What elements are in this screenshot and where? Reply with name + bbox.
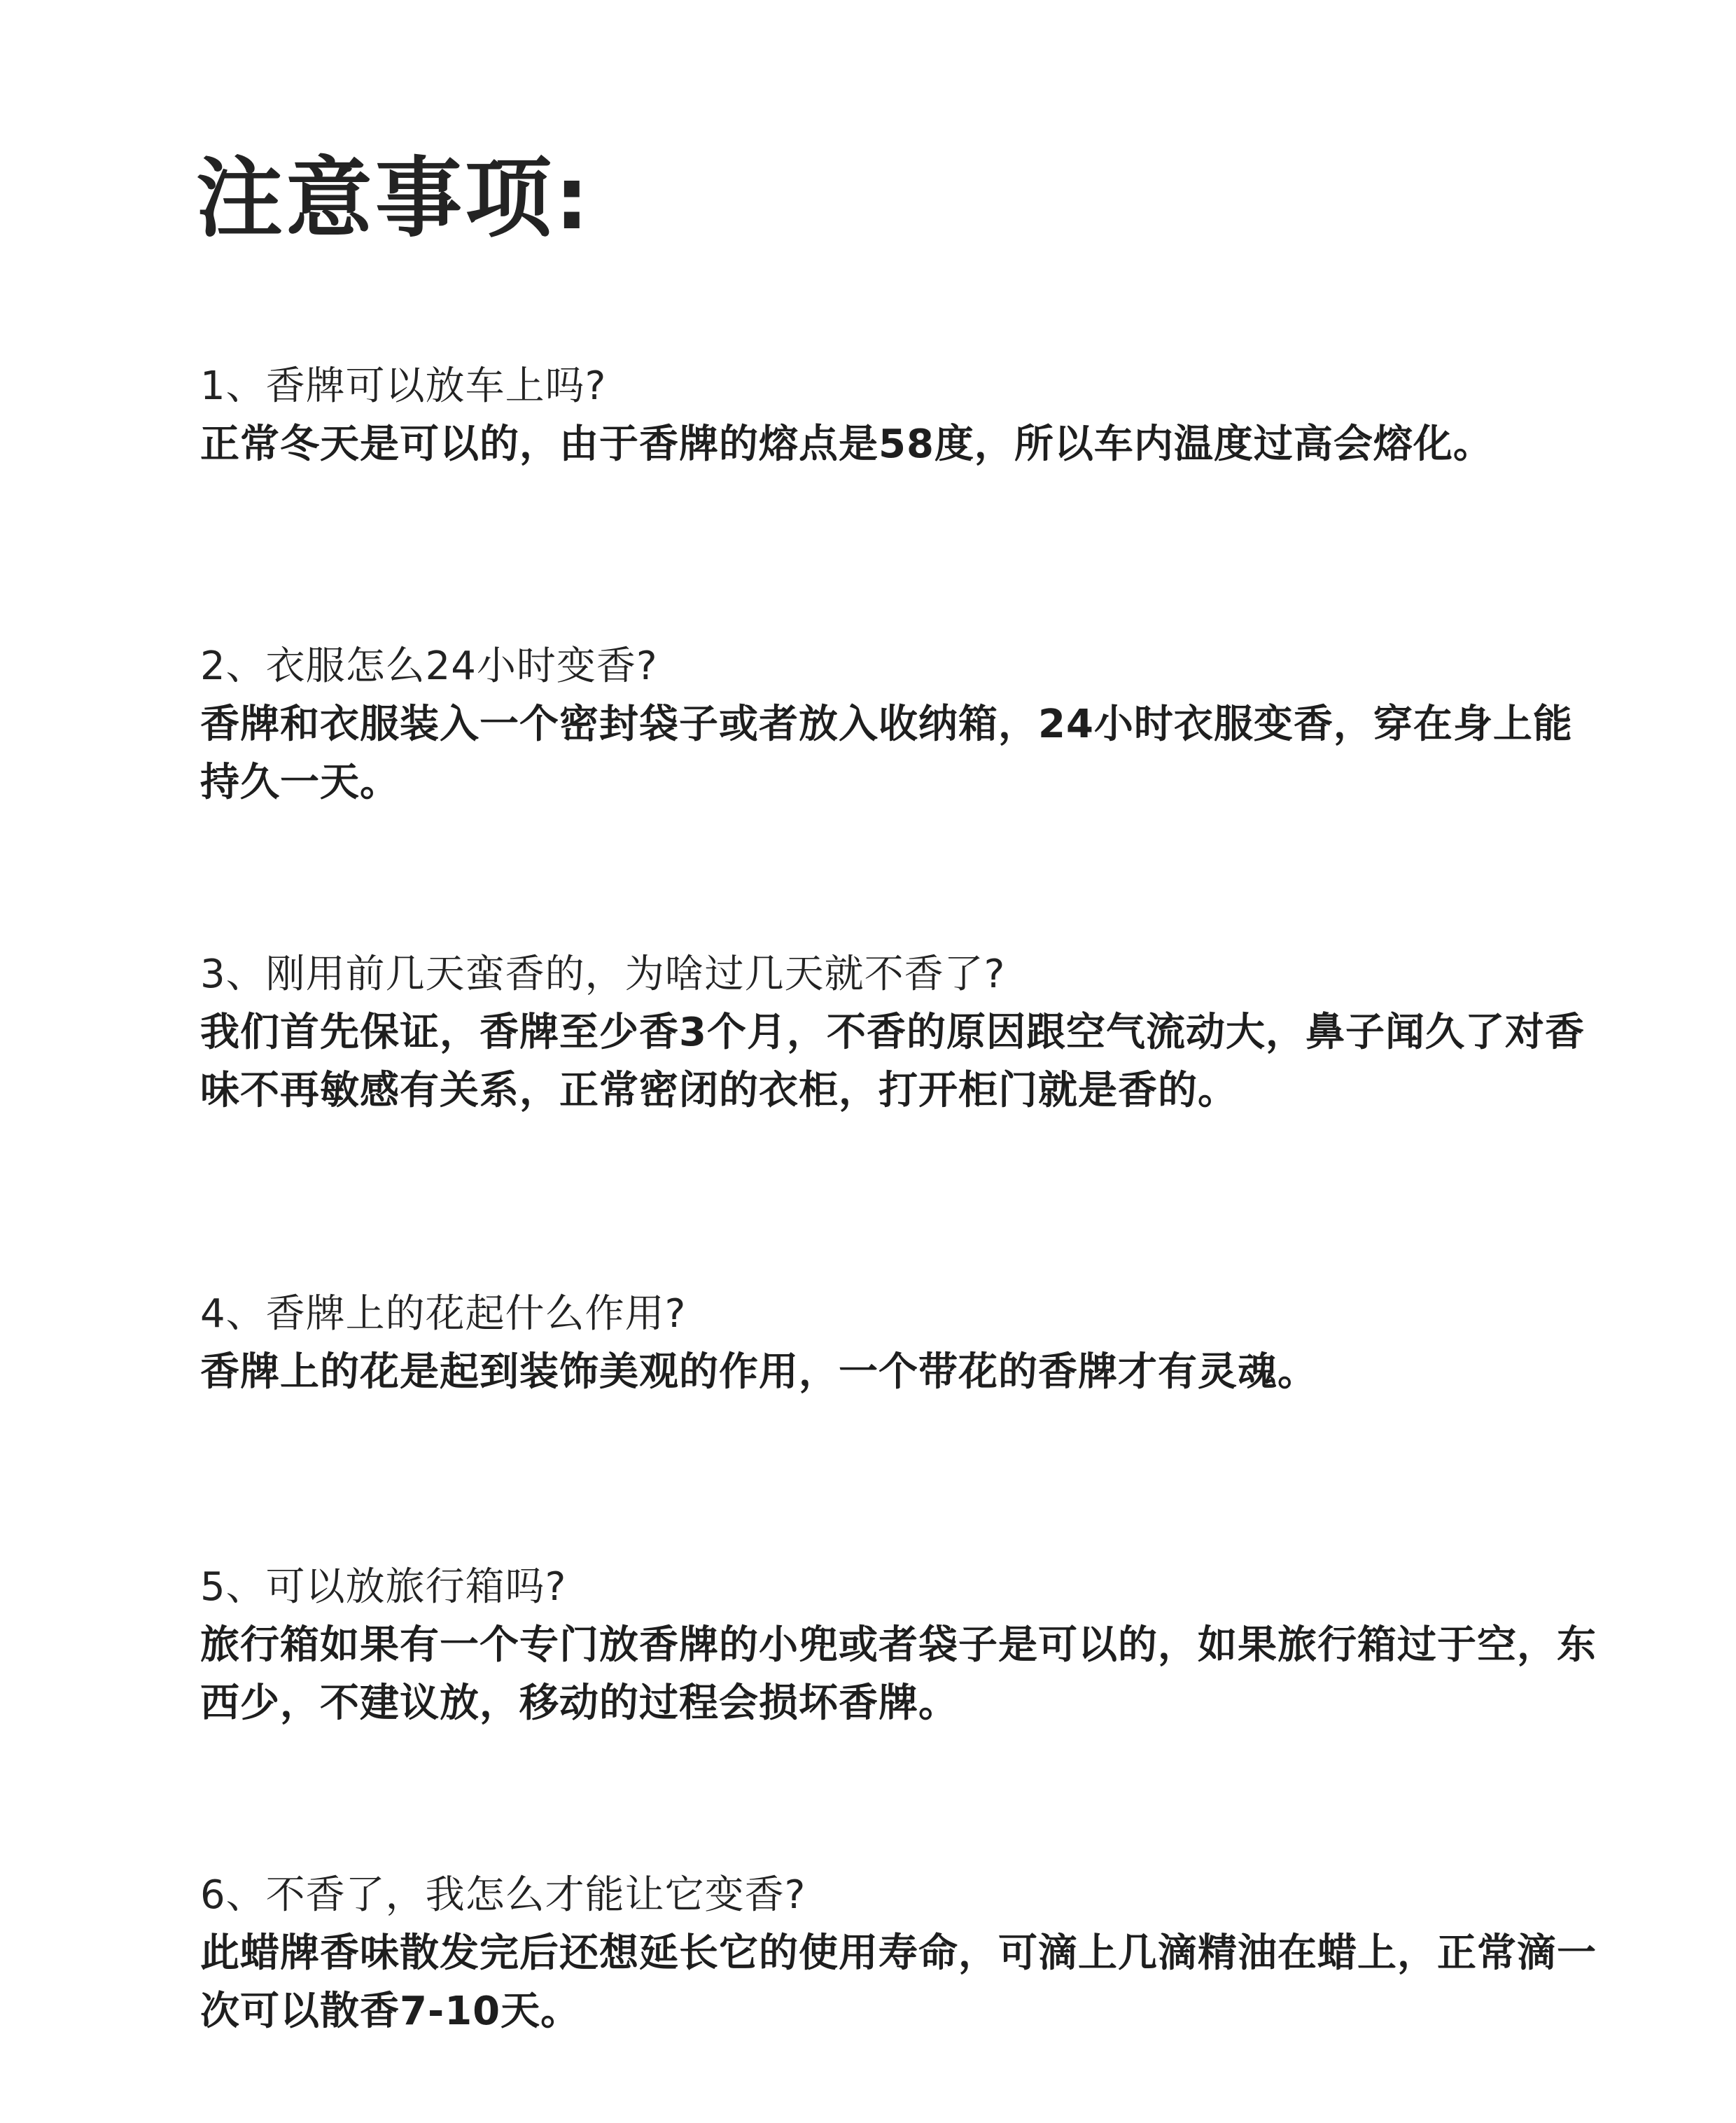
faq-item-6 bbox=[200, 1866, 1607, 2040]
faq-question-4: 4、香牌上的花起什么作用? bbox=[200, 1291, 687, 1337]
faq-item-1 bbox=[200, 357, 1607, 473]
faq-question-3: 3、刚用前几天蛮香的，为啥过几天就不香了? bbox=[200, 952, 1006, 997]
faq-question-5: 5、可以放旅行箱吗? bbox=[200, 1564, 567, 1610]
faq-answer-5: 旅行箱如果有一个专门放香牌的小兜或者袋子是可以的，如果旅行箱过于空，东西少，不建议放，移动的过程会损坏香牌。 bbox=[200, 1622, 1597, 1726]
faq-answer-2: 香牌和衣服装入一个密封袋子或者放入收纳箱，24小时衣服变香，穿在身上能持久一天。 bbox=[200, 702, 1573, 805]
faq-item-5 bbox=[200, 1558, 1607, 1732]
faq-answer-1: 正常冬天是可以的，由于香牌的熔点是58度，所以车内温度过高会熔化。 bbox=[200, 422, 1493, 467]
faq-question-1: 1、香牌可以放车上吗? bbox=[200, 363, 607, 409]
faq-item-2 bbox=[200, 637, 1607, 812]
faq-item-3 bbox=[200, 945, 1607, 1120]
faq-answer-6: 此蜡牌香味散发完后还想延长它的使用寿命，可滴上几滴精油在蜡上，正常滴一次可以散香7-10天。 bbox=[200, 1930, 1597, 2034]
faq-answer-4: 香牌上的花是起到装饰美观的作用，一个带花的香牌才有灵魂。 bbox=[200, 1349, 1317, 1395]
faq-item-4 bbox=[200, 1285, 1607, 1401]
page-title: 注意事项: bbox=[196, 148, 592, 249]
faq-answer-3: 我们首先保证，香牌至少香3个月，不香的原因跟空气流动大，鼻子闻久了对香味不再敏感有关系，正常密闭的衣柜，打开柜门就是香的。 bbox=[200, 1010, 1585, 1113]
faq-question-6: 6、不香了，我怎么才能让它变香? bbox=[200, 1872, 806, 1918]
faq-question-2: 2、衣服怎么24小时变香? bbox=[200, 643, 658, 689]
